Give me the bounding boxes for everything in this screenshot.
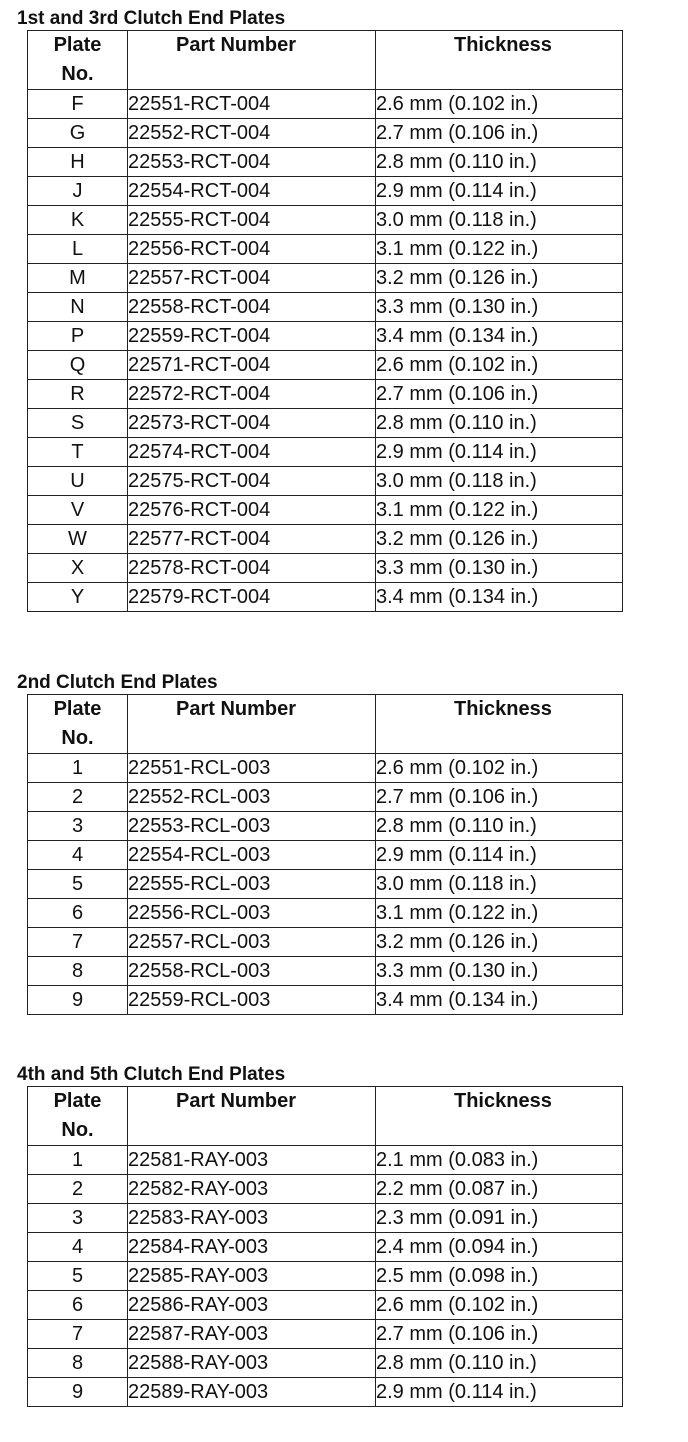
thickness-cell: 2.1 mm (0.083 in.) bbox=[376, 1146, 623, 1175]
thickness-cell: 2.8 mm (0.110 in.) bbox=[376, 409, 623, 438]
clutch-4-5-table bbox=[27, 1086, 623, 1407]
table-body bbox=[28, 754, 623, 1015]
thickness-cell: 3.2 mm (0.126 in.) bbox=[376, 264, 623, 293]
thickness-cell: 3.3 mm (0.130 in.) bbox=[376, 957, 623, 986]
table-row bbox=[28, 1378, 623, 1407]
thickness-cell: 2.9 mm (0.114 in.) bbox=[376, 1378, 623, 1407]
part-number-cell: 22585-RAY-003 bbox=[128, 1262, 376, 1291]
thickness-cell: 2.6 mm (0.102 in.) bbox=[376, 754, 623, 783]
plate-no-cell: 3 bbox=[28, 1204, 128, 1233]
plate-no-cell: 6 bbox=[28, 899, 128, 928]
part-number-cell: 22551-RCT-004 bbox=[128, 90, 376, 119]
plate-no-cell: 7 bbox=[28, 1320, 128, 1349]
thickness-cell: 2.6 mm (0.102 in.) bbox=[376, 351, 623, 380]
thickness-cell: 3.1 mm (0.122 in.) bbox=[376, 496, 623, 525]
section-title: 4th and 5th Clutch End Plates bbox=[17, 1064, 286, 1085]
thickness-cell: 3.0 mm (0.118 in.) bbox=[376, 467, 623, 496]
clutch-2-table bbox=[27, 694, 623, 1015]
header-row bbox=[28, 695, 623, 754]
table-row bbox=[28, 1204, 623, 1233]
plate-no-cell: S bbox=[28, 409, 128, 438]
part-number-cell: 22588-RAY-003 bbox=[128, 1349, 376, 1378]
part-number-cell: 22575-RCT-004 bbox=[128, 467, 376, 496]
plate-no-cell: 8 bbox=[28, 957, 128, 986]
table-row bbox=[28, 409, 623, 438]
thickness-cell: 2.8 mm (0.110 in.) bbox=[376, 812, 623, 841]
clutch-4-5-section bbox=[14, 1064, 623, 1407]
part-number-header: Part Number bbox=[128, 31, 376, 90]
part-number-cell: 22586-RAY-003 bbox=[128, 1291, 376, 1320]
part-number-cell: 22576-RCT-004 bbox=[128, 496, 376, 525]
table-row bbox=[28, 293, 623, 322]
part-number-cell: 22553-RCL-003 bbox=[128, 812, 376, 841]
plate-no-cell: 4 bbox=[28, 1233, 128, 1262]
table-row bbox=[28, 380, 623, 409]
part-number-cell: 22555-RCT-004 bbox=[128, 206, 376, 235]
table-row bbox=[28, 525, 623, 554]
table-row bbox=[28, 235, 623, 264]
table-row bbox=[28, 1291, 623, 1320]
clutch-2-section bbox=[14, 672, 623, 1015]
thickness-cell: 2.7 mm (0.106 in.) bbox=[376, 1320, 623, 1349]
part-number-cell: 22558-RCT-004 bbox=[128, 293, 376, 322]
table-row bbox=[28, 496, 623, 525]
table-row bbox=[28, 1175, 623, 1204]
part-number-cell: 22555-RCL-003 bbox=[128, 870, 376, 899]
table-row bbox=[28, 467, 623, 496]
table-row bbox=[28, 870, 623, 899]
thickness-cell: 2.6 mm (0.102 in.) bbox=[376, 1291, 623, 1320]
part-number-header: Part Number bbox=[128, 1087, 376, 1146]
table-row bbox=[28, 90, 623, 119]
plate-no-cell: V bbox=[28, 496, 128, 525]
plate-no-cell: U bbox=[28, 467, 128, 496]
table-row bbox=[28, 812, 623, 841]
part-number-cell: 22552-RCL-003 bbox=[128, 783, 376, 812]
table-row bbox=[28, 1349, 623, 1378]
part-number-cell: 22574-RCT-004 bbox=[128, 438, 376, 467]
plate-no-cell: 7 bbox=[28, 928, 128, 957]
thickness-cell: 3.1 mm (0.122 in.) bbox=[376, 235, 623, 264]
table-row bbox=[28, 1146, 623, 1175]
table-row bbox=[28, 322, 623, 351]
part-number-cell: 22589-RAY-003 bbox=[128, 1378, 376, 1407]
plate-no-cell: Q bbox=[28, 351, 128, 380]
plate-no-cell: W bbox=[28, 525, 128, 554]
part-number-cell: 22587-RAY-003 bbox=[128, 1320, 376, 1349]
table-row bbox=[28, 554, 623, 583]
table-row bbox=[28, 841, 623, 870]
table-row bbox=[28, 351, 623, 380]
part-number-cell: 22557-RCT-004 bbox=[128, 264, 376, 293]
plate-no-cell: Y bbox=[28, 583, 128, 612]
table-row bbox=[28, 438, 623, 467]
table-row bbox=[28, 1262, 623, 1291]
part-number-cell: 22583-RAY-003 bbox=[128, 1204, 376, 1233]
part-number-cell: 22578-RCT-004 bbox=[128, 554, 376, 583]
table-body bbox=[28, 90, 623, 612]
plate-no-cell: 2 bbox=[28, 783, 128, 812]
part-number-cell: 22552-RCT-004 bbox=[128, 119, 376, 148]
table-row bbox=[28, 583, 623, 612]
thickness-cell: 3.0 mm (0.118 in.) bbox=[376, 870, 623, 899]
thickness-cell: 2.7 mm (0.106 in.) bbox=[376, 783, 623, 812]
plate-no-cell: K bbox=[28, 206, 128, 235]
plate-no-cell: N bbox=[28, 293, 128, 322]
plate-no-cell: J bbox=[28, 177, 128, 206]
thickness-cell: 2.9 mm (0.114 in.) bbox=[376, 177, 623, 206]
table-row bbox=[28, 783, 623, 812]
part-number-cell: 22558-RCL-003 bbox=[128, 957, 376, 986]
part-number-cell: 22573-RCT-004 bbox=[128, 409, 376, 438]
thickness-cell: 2.7 mm (0.106 in.) bbox=[376, 119, 623, 148]
clutch-1-3-section bbox=[14, 8, 623, 612]
thickness-cell: 3.3 mm (0.130 in.) bbox=[376, 293, 623, 322]
table-row bbox=[28, 928, 623, 957]
part-number-cell: 22582-RAY-003 bbox=[128, 1175, 376, 1204]
table-row bbox=[28, 1320, 623, 1349]
part-number-cell: 22572-RCT-004 bbox=[128, 380, 376, 409]
plate-no-cell: 9 bbox=[28, 986, 128, 1015]
plate-no-cell: 5 bbox=[28, 1262, 128, 1291]
part-number-cell: 22577-RCT-004 bbox=[128, 525, 376, 554]
table-row bbox=[28, 206, 623, 235]
plate-no-cell: X bbox=[28, 554, 128, 583]
thickness-header: Thickness bbox=[376, 695, 623, 754]
table-row bbox=[28, 986, 623, 1015]
thickness-cell: 3.4 mm (0.134 in.) bbox=[376, 322, 623, 351]
part-number-cell: 22554-RCT-004 bbox=[128, 177, 376, 206]
thickness-cell: 2.4 mm (0.094 in.) bbox=[376, 1233, 623, 1262]
plate-no-cell: 3 bbox=[28, 812, 128, 841]
plate-no-cell: L bbox=[28, 235, 128, 264]
table-row bbox=[28, 899, 623, 928]
plate-no-header bbox=[28, 695, 128, 754]
plate-no-cell: H bbox=[28, 148, 128, 177]
thickness-cell: 2.2 mm (0.087 in.) bbox=[376, 1175, 623, 1204]
thickness-cell: 2.9 mm (0.114 in.) bbox=[376, 438, 623, 467]
part-number-cell: 22556-RCT-004 bbox=[128, 235, 376, 264]
thickness-cell: 2.9 mm (0.114 in.) bbox=[376, 841, 623, 870]
table-row bbox=[28, 177, 623, 206]
thickness-cell: 3.4 mm (0.134 in.) bbox=[376, 986, 623, 1015]
header-row bbox=[28, 1087, 623, 1146]
plate-no-cell: F bbox=[28, 90, 128, 119]
part-number-cell: 22557-RCL-003 bbox=[128, 928, 376, 957]
table-row bbox=[28, 148, 623, 177]
plate-no-cell: 6 bbox=[28, 1291, 128, 1320]
plate-no-header bbox=[28, 1087, 128, 1146]
clutch-1-3-table bbox=[27, 30, 623, 612]
plate-no-cell: 5 bbox=[28, 870, 128, 899]
thickness-cell: 2.8 mm (0.110 in.) bbox=[376, 148, 623, 177]
part-number-cell: 22553-RCT-004 bbox=[128, 148, 376, 177]
section-title: 2nd Clutch End Plates bbox=[17, 672, 218, 693]
section-title: 1st and 3rd Clutch End Plates bbox=[17, 8, 286, 29]
header-row bbox=[28, 31, 623, 90]
plate-no-header-label: Plate No. bbox=[53, 698, 102, 749]
thickness-cell: 3.3 mm (0.130 in.) bbox=[376, 554, 623, 583]
thickness-cell: 3.2 mm (0.126 in.) bbox=[376, 928, 623, 957]
part-number-cell: 22581-RAY-003 bbox=[128, 1146, 376, 1175]
plate-no-cell: P bbox=[28, 322, 128, 351]
part-number-cell: 22584-RAY-003 bbox=[128, 1233, 376, 1262]
thickness-cell: 2.7 mm (0.106 in.) bbox=[376, 380, 623, 409]
thickness-cell: 2.3 mm (0.091 in.) bbox=[376, 1204, 623, 1233]
part-number-cell: 22559-RCL-003 bbox=[128, 986, 376, 1015]
part-number-cell: 22556-RCL-003 bbox=[128, 899, 376, 928]
thickness-header: Thickness bbox=[376, 31, 623, 90]
plate-no-header-label: Plate No. bbox=[53, 34, 102, 85]
plate-no-cell: 4 bbox=[28, 841, 128, 870]
part-number-cell: 22579-RCT-004 bbox=[128, 583, 376, 612]
table-row bbox=[28, 1233, 623, 1262]
table-row bbox=[28, 957, 623, 986]
plate-no-cell: 9 bbox=[28, 1378, 128, 1407]
plate-no-cell: G bbox=[28, 119, 128, 148]
table-row bbox=[28, 119, 623, 148]
thickness-cell: 3.1 mm (0.122 in.) bbox=[376, 899, 623, 928]
thickness-header: Thickness bbox=[376, 1087, 623, 1146]
table-row bbox=[28, 754, 623, 783]
table-row bbox=[28, 264, 623, 293]
thickness-cell: 2.8 mm (0.110 in.) bbox=[376, 1349, 623, 1378]
part-number-cell: 22571-RCT-004 bbox=[128, 351, 376, 380]
plate-no-cell: 8 bbox=[28, 1349, 128, 1378]
plate-no-cell: M bbox=[28, 264, 128, 293]
plate-no-cell: 2 bbox=[28, 1175, 128, 1204]
plate-no-header-label: Plate No. bbox=[53, 1090, 102, 1141]
thickness-cell: 2.6 mm (0.102 in.) bbox=[376, 90, 623, 119]
thickness-cell: 3.2 mm (0.126 in.) bbox=[376, 525, 623, 554]
part-number-cell: 22554-RCL-003 bbox=[128, 841, 376, 870]
plate-no-cell: 1 bbox=[28, 1146, 128, 1175]
plate-no-header bbox=[28, 31, 128, 90]
thickness-cell: 2.5 mm (0.098 in.) bbox=[376, 1262, 623, 1291]
thickness-cell: 3.0 mm (0.118 in.) bbox=[376, 206, 623, 235]
part-number-cell: 22559-RCT-004 bbox=[128, 322, 376, 351]
table-body bbox=[28, 1146, 623, 1407]
part-number-header: Part Number bbox=[128, 695, 376, 754]
plate-no-cell: R bbox=[28, 380, 128, 409]
plate-no-cell: 1 bbox=[28, 754, 128, 783]
thickness-cell: 3.4 mm (0.134 in.) bbox=[376, 583, 623, 612]
part-number-cell: 22551-RCL-003 bbox=[128, 754, 376, 783]
plate-no-cell: T bbox=[28, 438, 128, 467]
